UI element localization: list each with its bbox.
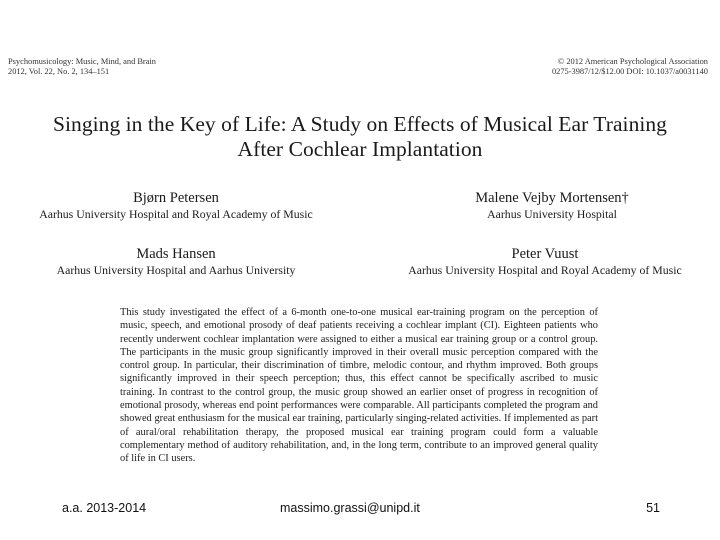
author-affiliation: Aarhus University Hospital [487,207,617,221]
journal-name: Psychomusicology: Music, Mind, and Brain [8,57,156,66]
author-name: Bjørn Petersen [133,190,219,206]
journal-citation: 2012, Vol. 22, No. 2, 134–151 [8,67,110,76]
author-name: Peter Vuust [511,246,579,262]
footer-academic-year: a.a. 2013-2014 [62,501,147,515]
doi-line: 0275-3987/12/$12.00 DOI: 10.1037/a0031140 [551,67,708,76]
author-block [384,190,720,221]
slide-number: 51 [646,501,660,515]
author-name: Malene Vejby Mortensen† [475,190,629,206]
article-title-line-1: Singing in the Key of Life: A Study on Effects of Musical Ear Training [52,112,667,136]
footer-email: massimo.grassi@unipd.it [280,501,420,515]
author-block [384,246,706,277]
author-affiliation: Aarhus University Hospital and Royal Academy of Music [39,207,313,221]
author-name: Mads Hansen [136,246,216,262]
article-title-line-2: After Cochlear Implantation [237,137,483,161]
article-title [0,112,720,162]
copyright-notice: © 2012 American Psychological Association [557,57,708,66]
author-block [0,190,352,221]
journal-header [8,57,248,77]
author-affiliation: Aarhus University Hospital and Royal Academy of Music [408,263,682,277]
abstract-text: This study investigated the effect of a 6-month one-to-one musical ear-training program on the perception of music, speech, and emotional prosody of deaf patients receiving a cochlear implant (CI). Eighteen patients who recently underwent cochlear implantation were assigned to either a musical ear training group or a control group. The participants in the music group significantly improved in their overall music perception compared with the control group. In particular, their discrimination of timbre, melodic contour, and rhythm improved. Both groups significantly improved in their speech perception; thus, this effect cannot be specifically ascribed to music training. In contrast to the control group, the music group showed an earlier onset of progress in recognition of emotional prosody, whereas end point performances were comparable. All participants completed the program and showed great enthusiasm for the musical ear training, particularly singing-related activities. If implemented as part of aural/oral rehabilitation therapy, the proposed musical ear training program could form a valuable complementary method of auditory rehabilitation, and, in the long term, contribute to an improved general quality of life in CI users. [120,307,598,465]
publisher-header [488,57,708,77]
author-block [0,246,352,277]
author-affiliation: Aarhus University Hospital and Aarhus University [56,263,296,277]
